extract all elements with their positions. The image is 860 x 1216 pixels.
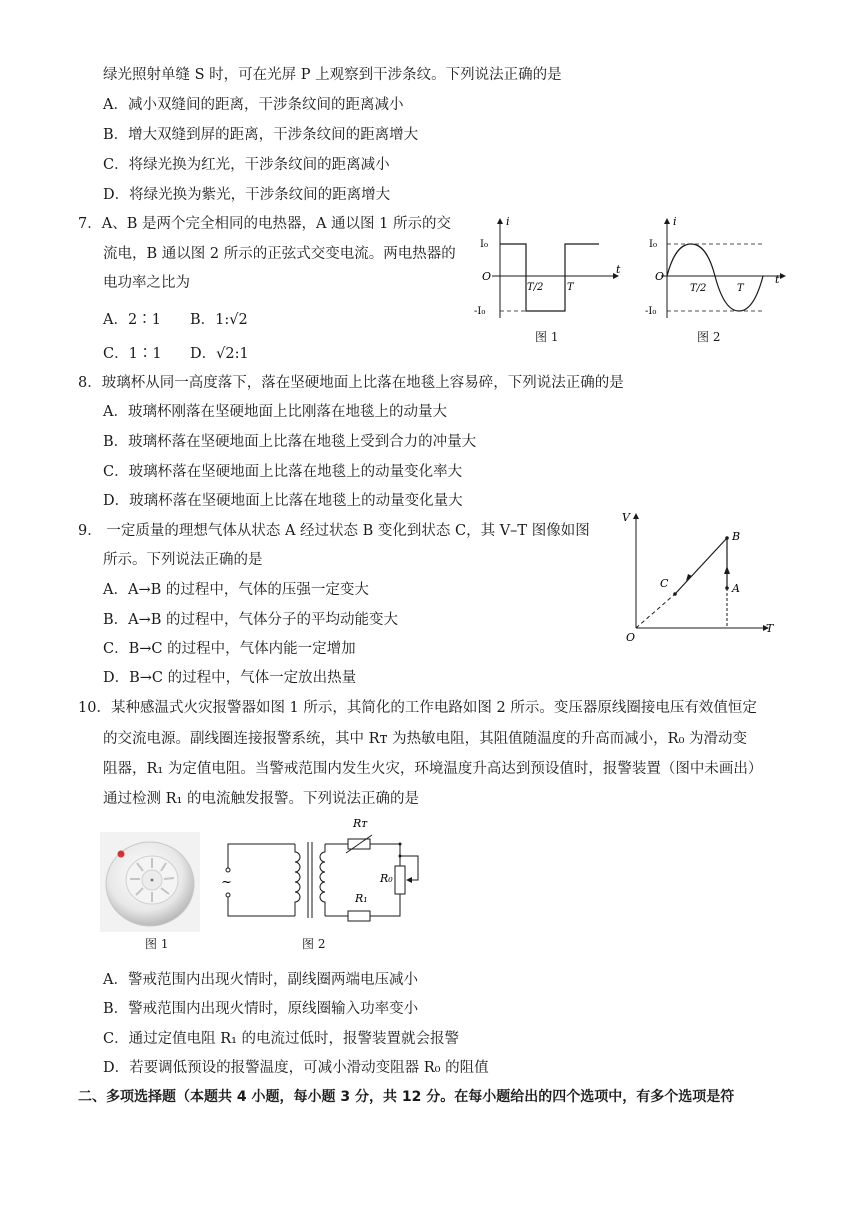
vt-point-c: C xyxy=(660,577,669,590)
q9-option-b: B．A→B 的过程中，气体分子的平均动能变大 xyxy=(103,612,399,628)
vt-axis-v: V xyxy=(622,511,630,524)
q9-stem-line1: 9． 一定质量的理想气体从状态 A 经过状态 B 变化到状态 C，其 V–T 图像如图 xyxy=(78,523,590,539)
fig2-axis-t: t xyxy=(775,273,780,286)
q10-fire-alarm-photo xyxy=(100,832,200,932)
q6-option-b: B．增大双缝到屏的距离，干涉条纹间的距离增大 xyxy=(103,127,419,143)
fig2-sine-waveform xyxy=(667,244,763,311)
q7-figure-1-caption: 图 1 xyxy=(535,330,559,344)
fig1-origin: O xyxy=(482,270,492,283)
q10-stem-line2: 的交流电源。副线圈连接报警系统，其中 Rᴛ 为热敏电阻，其阻值随温度的升高而减小，R₀ 为滑动变 xyxy=(103,731,747,747)
q6-option-c: C．将绿光换为红光，干涉条纹间的距离减小 xyxy=(103,157,390,173)
fig2-label-neg-i0: -I₀ xyxy=(645,306,657,317)
vt-arrow-ab xyxy=(724,566,730,574)
circuit-label-r0: R₀ xyxy=(380,872,393,885)
vt-point-a: A xyxy=(732,582,740,595)
q7-option-a: A．2∶1 xyxy=(103,312,161,328)
q7-stem-line3: 电功率之比为 xyxy=(103,275,190,291)
vt-line-bc xyxy=(675,538,727,594)
q9-option-a: A．A→B 的过程中，气体的压强一定变大 xyxy=(103,582,369,598)
q7-figure-1-square-wave xyxy=(472,213,622,328)
q10-stem-line4: 通过检测 R₁ 的电流触发报警。下列说法正确的是 xyxy=(103,791,419,807)
q10-option-b: B．警戒范围内出现火情时，原线圈输入功率变小 xyxy=(103,1001,419,1017)
fig1-label-i0: I₀ xyxy=(480,239,488,250)
q6-stem-tail: 绿光照射单缝 S 时，可在光屏 P 上观察到干涉条纹。下列说法正确的是 xyxy=(103,67,562,83)
q7-option-b: B．1:√2 xyxy=(190,312,248,328)
fig2-axis-i: i xyxy=(673,215,677,228)
q8-option-b: B．玻璃杯落在坚硬地面上比落在地毯上受到合力的冲量大 xyxy=(103,434,477,450)
q7-option-c: C．1∶1 xyxy=(103,346,162,362)
q10-option-c: C．通过定值电阻 R₁ 的电流过低时，报警装置就会报警 xyxy=(103,1031,460,1047)
q9-vt-graph xyxy=(620,508,780,643)
fig2-label-t: T xyxy=(737,283,744,294)
q7-stem-line1: 7．A、B 是两个完全相同的电热器，A 通以图 1 所示的交 xyxy=(78,216,451,232)
fig1-square-waveform xyxy=(500,244,599,311)
fig1-axis-i: i xyxy=(506,215,510,228)
circuit-label-r1: R₁ xyxy=(355,892,368,905)
fig2-label-i0: I₀ xyxy=(649,239,657,250)
q8-option-d: D．玻璃杯落在坚硬地面上比落在地毯上的动量变化量大 xyxy=(103,493,463,509)
fig1-label-t: T xyxy=(567,282,574,293)
circuit-label-rt: Rᴛ xyxy=(353,817,368,830)
alarm-led-icon xyxy=(118,851,125,858)
q7-stem-line2: 流电，B 通以图 2 所示的正弦式交变电流。两电热器的 xyxy=(103,246,456,262)
q10-stem-line1: 10．某种感温式火灾报警器如图 1 所示，其简化的工作电路如图 2 所示。变压器原线圈接电压有效值恒定 xyxy=(78,700,757,716)
q9-option-c: C．B→C 的过程中，气体内能一定增加 xyxy=(103,641,356,657)
q10-option-d: D．若要调低预设的报警温度，可减小滑动变阻器 R₀ 的阻值 xyxy=(103,1060,489,1076)
section-2-heading: 二、多项选择题（本题共 4 小题，每小题 3 分，共 12 分。在每小题给出的四个选项中，有多个选项是符 xyxy=(78,1089,735,1105)
vt-origin: O xyxy=(626,631,636,643)
q10-option-a: A．警戒范围内出现火情时，副线圈两端电压减小 xyxy=(103,972,418,988)
q7-option-d: D．√2:1 xyxy=(190,346,249,362)
q7-figure-2-caption: 图 2 xyxy=(697,330,721,344)
q6-option-a: A．减小双缝间的距离，干涉条纹间的距离减小 xyxy=(103,97,404,113)
fig1-label-neg-i0: -I₀ xyxy=(474,306,486,317)
circuit-ac-source-symbol: ~ xyxy=(221,875,232,890)
fig1-label-t2: T/2 xyxy=(527,282,544,293)
fig1-axis-t: t xyxy=(616,263,621,276)
q9-option-d: D．B→C 的过程中，气体一定放出热量 xyxy=(103,670,357,686)
resistor-r1 xyxy=(348,911,370,921)
vt-dashed-extension xyxy=(636,594,675,628)
q8-option-c: C．玻璃杯落在坚硬地面上比落在地毯上的动量变化率大 xyxy=(103,464,463,480)
q7-figure-2-sine-wave xyxy=(645,213,795,328)
q6-option-d: D．将绿光换为紫光，干涉条纹间的距离增大 xyxy=(103,187,391,203)
q10-circuit-diagram xyxy=(220,814,435,924)
q10-figure-2-caption: 图 2 xyxy=(302,937,326,951)
fig2-label-t2: T/2 xyxy=(690,283,707,294)
q10-figure-1-caption: 图 1 xyxy=(145,937,169,951)
q10-stem-line3: 阻器，R₁ 为定值电阻。当警戒范围内发生火灾，环境温度升高达到预设值时，报警装置（图中未画出） xyxy=(103,761,763,777)
vt-axis-t: T xyxy=(766,622,774,635)
q8-stem: 8．玻璃杯从同一高度落下，落在坚硬地面上比落在地毯上容易碎，下列说法正确的是 xyxy=(78,375,624,391)
fig2-origin: O xyxy=(655,270,665,283)
vt-point-b: B xyxy=(732,530,741,543)
q8-option-a: A．玻璃杯刚落在坚硬地面上比刚落在地毯上的动量大 xyxy=(103,404,447,420)
rheostat-r0 xyxy=(395,866,405,894)
q9-stem-line2: 所示。下列说法正确的是 xyxy=(103,552,263,568)
